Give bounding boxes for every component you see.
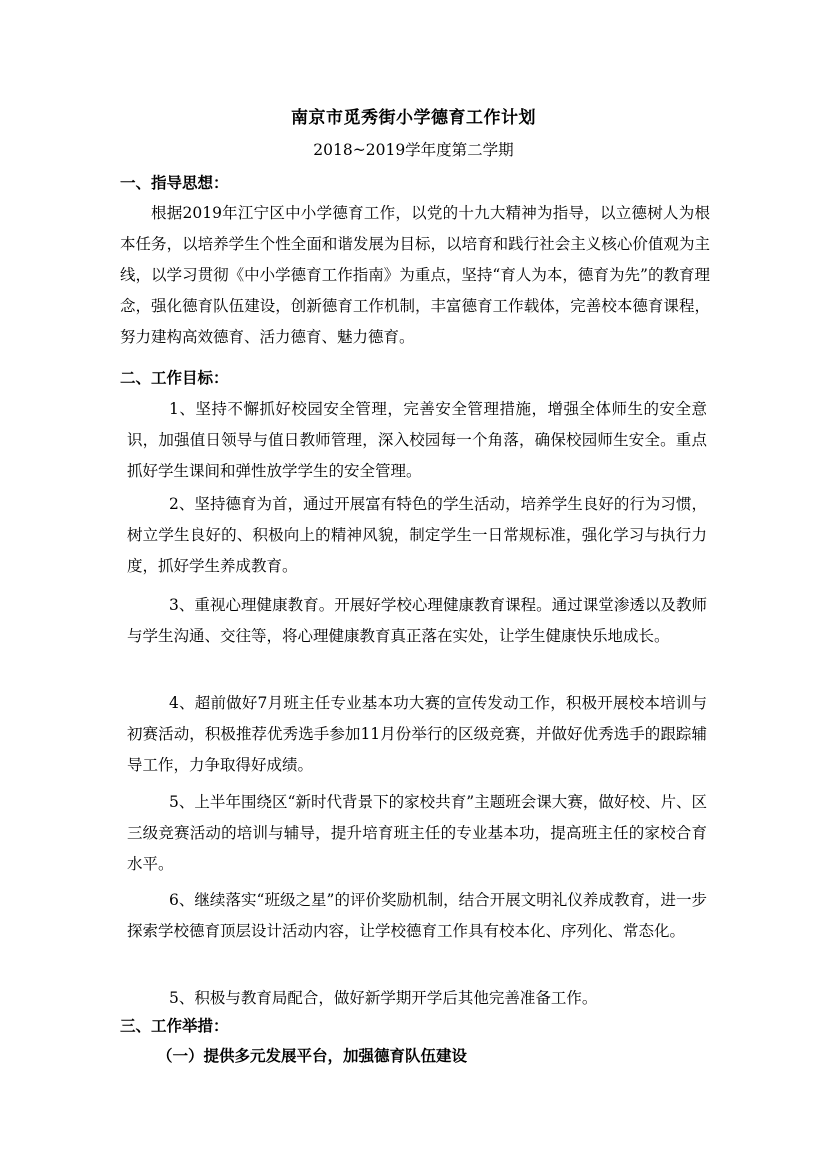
section-heading-work-measures: 三、工作举措： [120,1016,229,1035]
goal-item-2: 2、坚持德育为首，通过开展富有特色的学生活动，培养学生良好的行为习惯，树立学生良好的、积极向上的精神风貌，制定学生一日常规标准，强化学习与执行力度，抓好学生养成教育。 [127,495,707,575]
subsection-heading-1: （一）提供多元发展平台，加强德育队伍建设 [157,1046,468,1065]
document-subtitle: 2018~2019学年度第二学期 [313,141,514,159]
section-heading-guiding-thought: 一、指导思想： [120,173,229,192]
goal-item-5: 5、上半年围绕区“新时代背景下的家校共育”主题班会课大赛，做好校、片、区三级竞赛活动的培训与辅导，提升培育班主任的专业基本功，提高班主任的家校合育水平。 [127,793,707,873]
goal-item-7: 5、积极与教育局配合，做好新学期开学后其他完善准备工作。 [169,989,598,1007]
section-heading-work-goals: 二、工作目标： [120,368,229,387]
goal-item-1: 1、坚持不懈抓好校园安全管理，完善安全管理措施，增强全体师生的安全意识，加强值日领导与值日教师管理，深入校园每一个角落，确保校园师生安全。重点抓好学生课间和弹性放学学生的安全管理。 [127,400,707,480]
goal-item-6: 6、继续落实“班级之星”的评价奖励机制，结合开展文明礼仪养成教育，进一步探索学校德育顶层设计活动内容，让学校德育工作具有校本化、序列化、常态化。 [127,891,707,940]
section-body-guiding-thought: 根据2019年江宁区中小学德育工作，以党的十九大精神为指导，以立德树人为根本任务，以培养学生个性全面和谐发展为目标，以培育和践行社会主义核心价值观为主线，以学习贯彻《中小学德育工作指南》为重点，坚持“育人为本，德育为先”的教育理念，强化德育队伍建设，创新德育工作机制，丰富德育工作载体，完善校本德育课程，努力建构高效德育、活力德育、魅力德育。 [120,204,710,346]
goal-item-4: 4、超前做好7月班主任专业基本功大赛的宣传发动工作，积极开展校本培训与初赛活动，积极推荐优秀选手参加11月份举行的区级竞赛，并做好优秀选手的跟踪辅导工作，力争取得好成绩。 [127,694,707,774]
goal-item-3: 3、重视心理健康教育。开展好学校心理健康教育课程。通过课堂渗透以及教师与学生沟通、交往等，将心理健康教育真正落在实处，让学生健康快乐地成长。 [127,596,707,645]
document-title: 南京市觅秀街小学德育工作计划 [291,108,536,128]
